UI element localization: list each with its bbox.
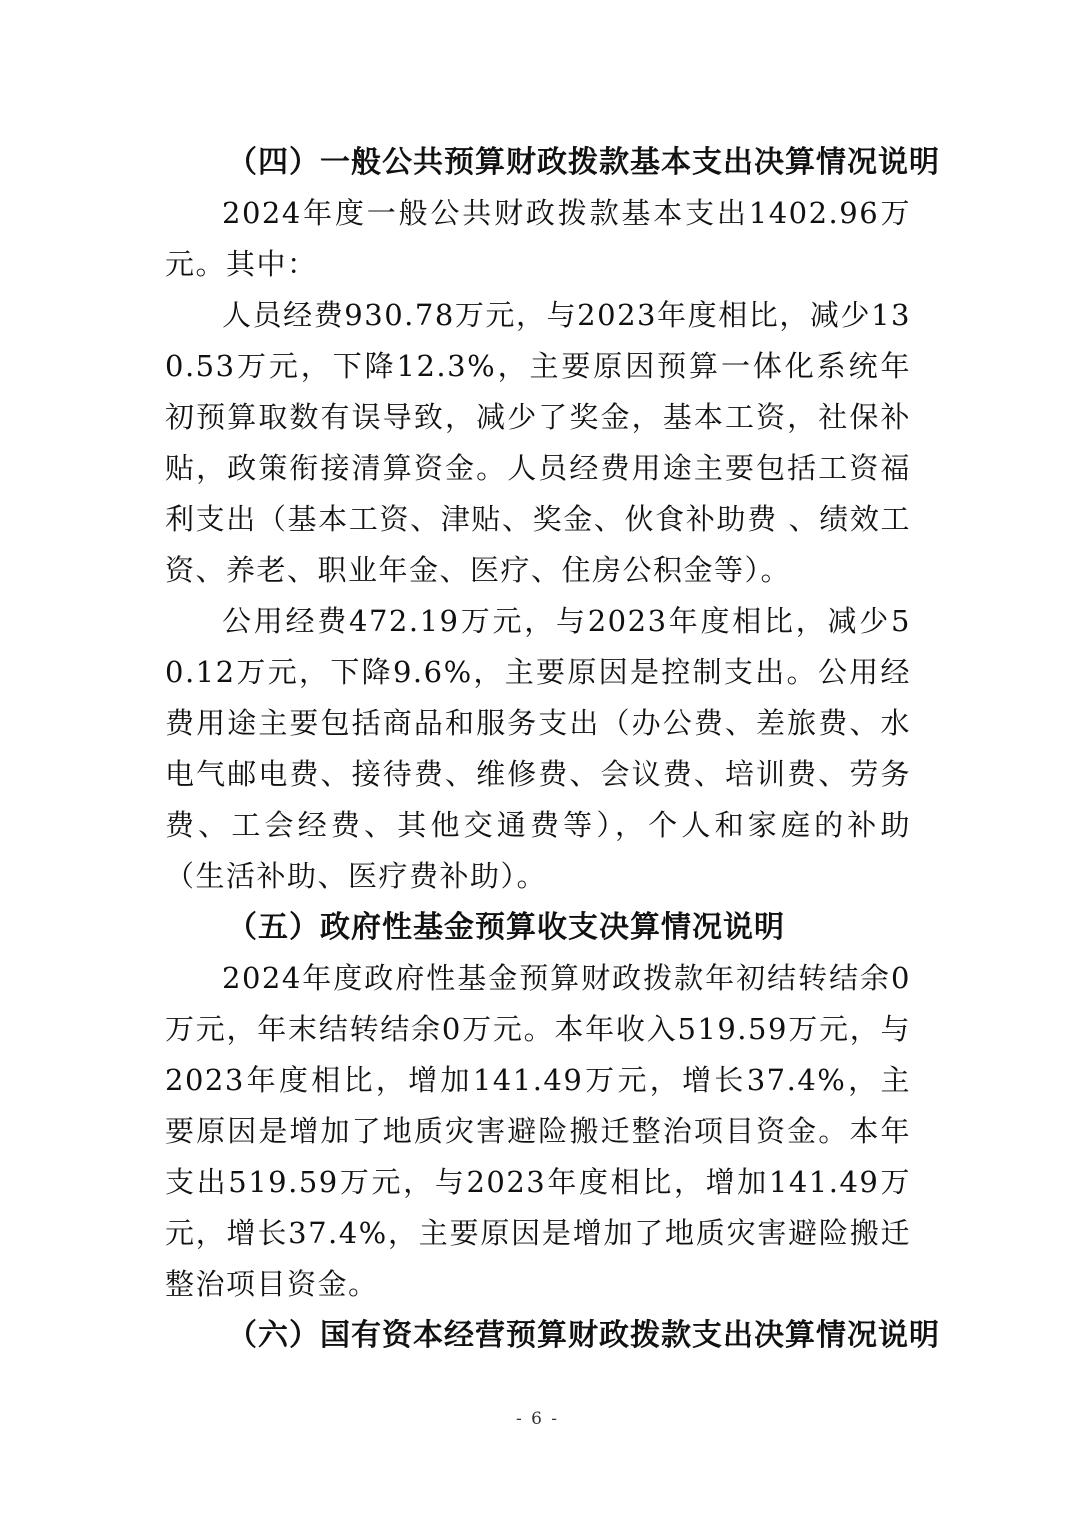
page-number: - 6 - — [515, 1409, 560, 1429]
paragraph-public-expenses: 公用经费472.19万元，与2023年度相比，减少50.12万元，下降9.6%，主要原因是控制支出。公用经费用途主要包括商品和服务支出（办公费、差旅费、水电气邮电费、接待费、维修费、会议费、培训费、劳务费、工会经费、其他交通费等），个人和家庭的补助（生活补助、医疗费补助）。 — [165, 604, 911, 893]
section-heading-4: （四）一般公共预算财政拨款基本支出决算情况说明 — [227, 145, 940, 180]
paragraph-personnel-expenses: 人员经费930.78万元，与2023年度相比，减少130.53万元，下降12.3%，主要原因预算一体化系统年初预算取数有误导致，减少了奖金，基本工资，社保补贴，政策衔接清算资金。人员经费用途主要包括工资福利支出（基本工资、津贴、奖金、伙食补助费 、绩效工资、养老、职业年金、医疗、住房公积金等）。 — [165, 298, 911, 587]
paragraph-government-fund: 2024年度政府性基金预算财政拨款年初结转结余0万元，年末结转结余0万元。本年收入519.59万元，与2023年度相比，增加141.49万元，增长37.4%，主要原因是增加了地质灾害避险搬迁整治项目资金。本年支出519.59万元，与2023年度相比，增加141.49万元，增长37.4%，主要原因是增加了地质灾害避险搬迁整治项目资金。 — [165, 961, 911, 1301]
paragraph-basic-expenditure-total: 2024年度一般公共财政拨款基本支出1402.96万元。其中： — [165, 196, 911, 281]
document-body — [165, 137, 940, 1361]
section-heading-5: （五）政府性基金预算收支决算情况说明 — [227, 910, 785, 945]
section-heading-6: （六）国有资本经营预算财政拨款支出决算情况说明 — [227, 1318, 940, 1353]
